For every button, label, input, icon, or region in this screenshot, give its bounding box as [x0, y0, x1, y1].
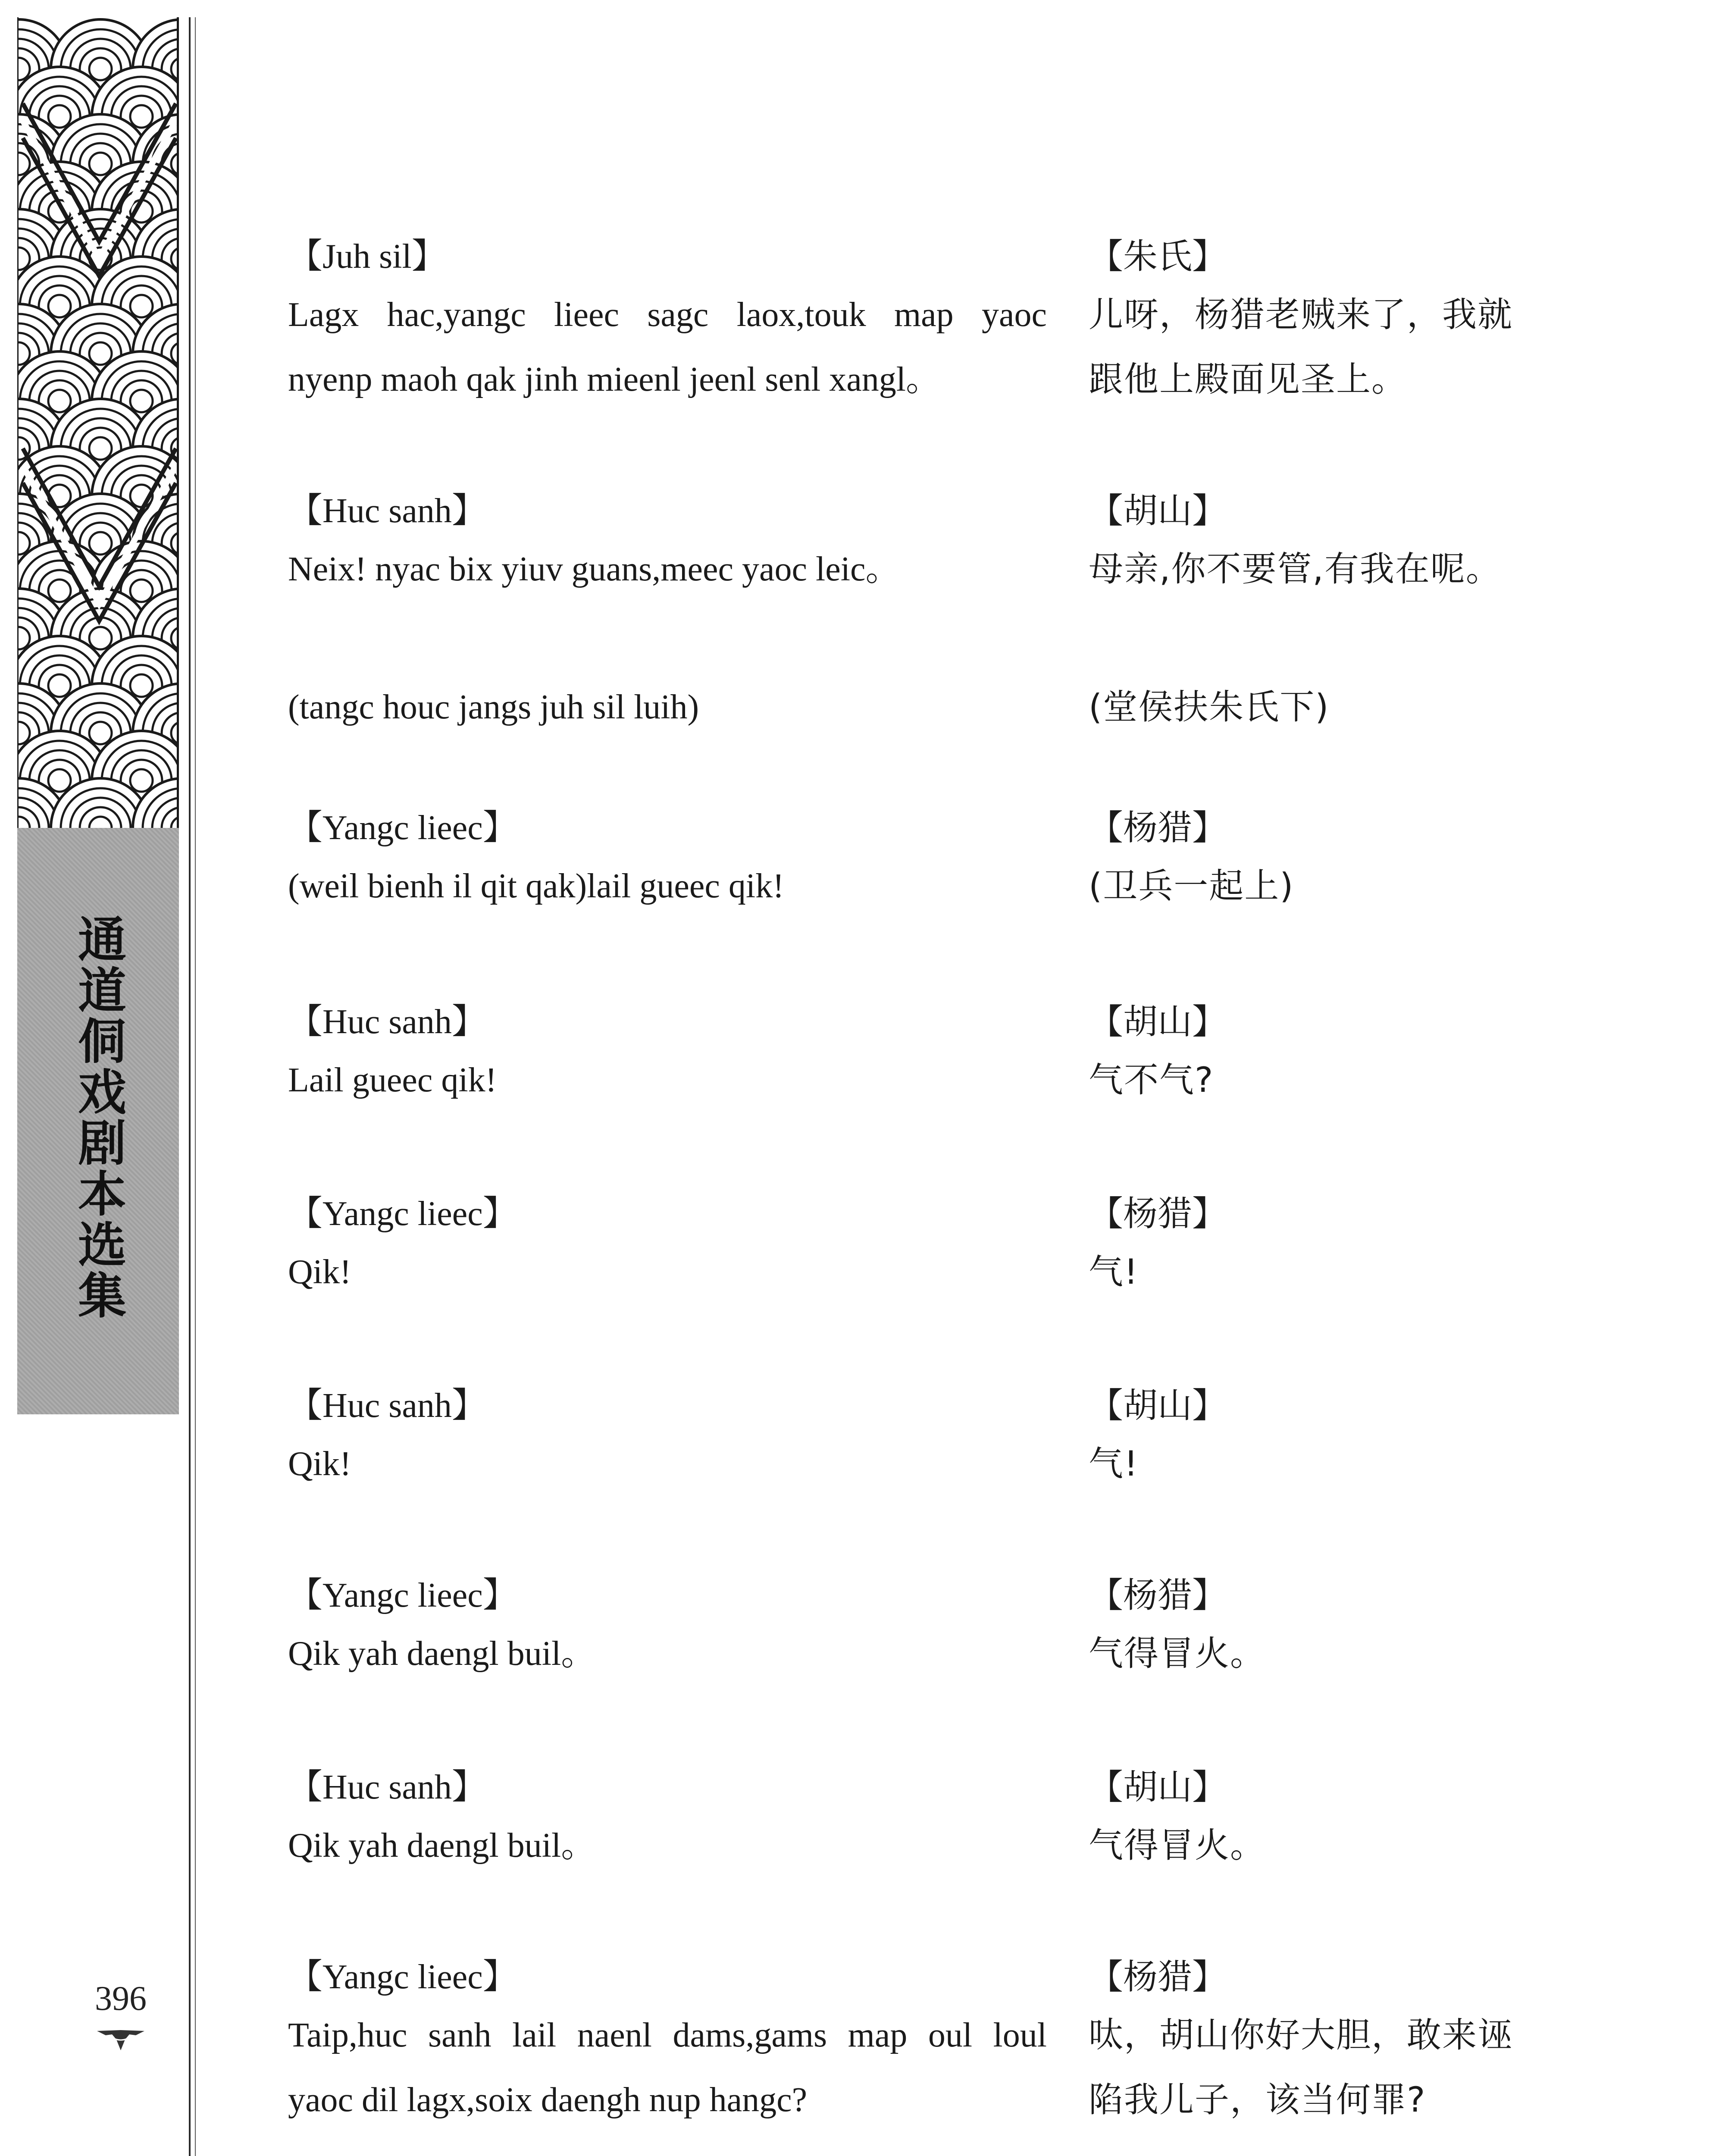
dialogue-line: (堂侯扶朱氏下): [1089, 687, 1330, 727]
speaker-label: 【胡山】: [1089, 491, 1227, 531]
margin-rule-thin: [195, 17, 196, 2156]
dialogue-line: (weil bienh il qit qak)lail gueec qik!: [288, 867, 784, 905]
dong-entry: [288, 1388, 1047, 1496]
dialogue-line: Taip,huc sanh lail naenl dams,gams map oul loul: [288, 2016, 1047, 2054]
speaker-label: 【Yangc lieec】: [288, 1576, 517, 1614]
dong-entry: [288, 1578, 1047, 1686]
dialogue-line: yaoc dil lagx,soix daengh nup hangc?: [288, 2081, 808, 2119]
dialogue-line: 气!: [1089, 1252, 1139, 1292]
chinese-entry: [1089, 1957, 1563, 2132]
dialogue-line: Qik!: [288, 1253, 351, 1291]
speaker-label: 【Yangc lieec】: [288, 809, 517, 847]
dialogue-line: Qik yah daengl buil。: [288, 1635, 596, 1673]
dialogue-line: 跟他上殿面见圣上。: [1089, 359, 1407, 399]
speaker-label: 【朱氏】: [1089, 236, 1227, 276]
dialogue-line: 气不气?: [1089, 1060, 1214, 1100]
page-number: 396: [95, 1980, 147, 2018]
speaker-label: 【Huc sanh】: [288, 492, 486, 530]
dong-entry: [288, 494, 1047, 602]
speaker-label: 【胡山】: [1089, 1385, 1227, 1426]
margin-rule: [189, 17, 191, 2156]
chinese-entry: [1089, 1002, 1563, 1112]
dong-entry: [288, 1960, 1047, 2132]
chinese-entry: [1089, 491, 1563, 602]
speaker-label: 【杨猎】: [1089, 1194, 1227, 1234]
dialogue-line: 陷我儿子，该当何罪?: [1089, 2080, 1426, 2120]
dialogue-line: Neix! nyac bix yiuv guans,meec yaoc leic。: [288, 550, 900, 588]
dialogue-line: (tangc houc jangs juh sil luih): [288, 688, 699, 726]
dialogue-line: 气得冒火。: [1089, 1825, 1265, 1865]
chinese-entry: [1089, 1194, 1563, 1304]
dialogue-line: (卫兵一起上): [1089, 866, 1294, 906]
speaker-label: 【Yangc lieec】: [288, 1958, 517, 1996]
dialogue-line: 呔，胡山你好大胆，敢来诬: [1089, 2015, 1513, 2055]
dialogue-line: Lagx hac,yangc lieec sagc laox,touk map yaoc: [288, 296, 1047, 334]
speaker-label: 【Huc sanh】: [288, 1387, 486, 1425]
speaker-label: 【Juh sil】: [288, 238, 446, 276]
book-title-band: [17, 828, 179, 1414]
dong-entry: [288, 239, 1047, 412]
chinese-entry: [1089, 1767, 1563, 1878]
dialogue-line: Lail gueec qik!: [288, 1061, 497, 1099]
dialogue-line: nyenp maoh qak jinh mieenl jeenl senl xangl。: [288, 360, 940, 398]
chinese-entry: [1089, 808, 1563, 918]
speaker-label: 【杨猎】: [1089, 1957, 1227, 1997]
stage-direction: [288, 675, 1047, 740]
dong-entry: [288, 1197, 1047, 1304]
chinese-entry: [1089, 1575, 1563, 1686]
dialogue-line: Qik!: [288, 1445, 351, 1483]
wave-pattern-graphic: [19, 17, 179, 828]
dialogue-line: 气得冒火。: [1089, 1633, 1265, 1673]
speaker-label: 【Huc sanh】: [288, 1768, 486, 1806]
dong-entry: [288, 1005, 1047, 1112]
dong-entry: [288, 811, 1047, 918]
ornament-icon: [95, 2027, 147, 2053]
chinese-entry: [1089, 1385, 1563, 1496]
chinese-entry: [1089, 236, 1563, 412]
book-title: 通道侗戏剧本选集: [70, 914, 126, 1321]
stage-direction: [1089, 675, 1563, 740]
speaker-label: 【杨猎】: [1089, 1575, 1227, 1615]
speaker-label: 【Yangc lieec】: [288, 1195, 517, 1233]
dialogue-line: 儿呀，杨猎老贼来了，我就: [1089, 295, 1513, 335]
speaker-label: 【胡山】: [1089, 1767, 1227, 1807]
speaker-label: 【杨猎】: [1089, 808, 1227, 848]
speaker-label: 【胡山】: [1089, 1002, 1227, 1042]
decorative-wave-pattern: [17, 17, 179, 828]
dialogue-line: 气!: [1089, 1444, 1139, 1484]
speaker-label: 【Huc sanh】: [288, 1003, 486, 1041]
dong-entry: [288, 1770, 1047, 1878]
dialogue-line: 母亲,你不要管,有我在呢。: [1089, 549, 1501, 589]
dialogue-line: Qik yah daengl buil。: [288, 1827, 596, 1865]
